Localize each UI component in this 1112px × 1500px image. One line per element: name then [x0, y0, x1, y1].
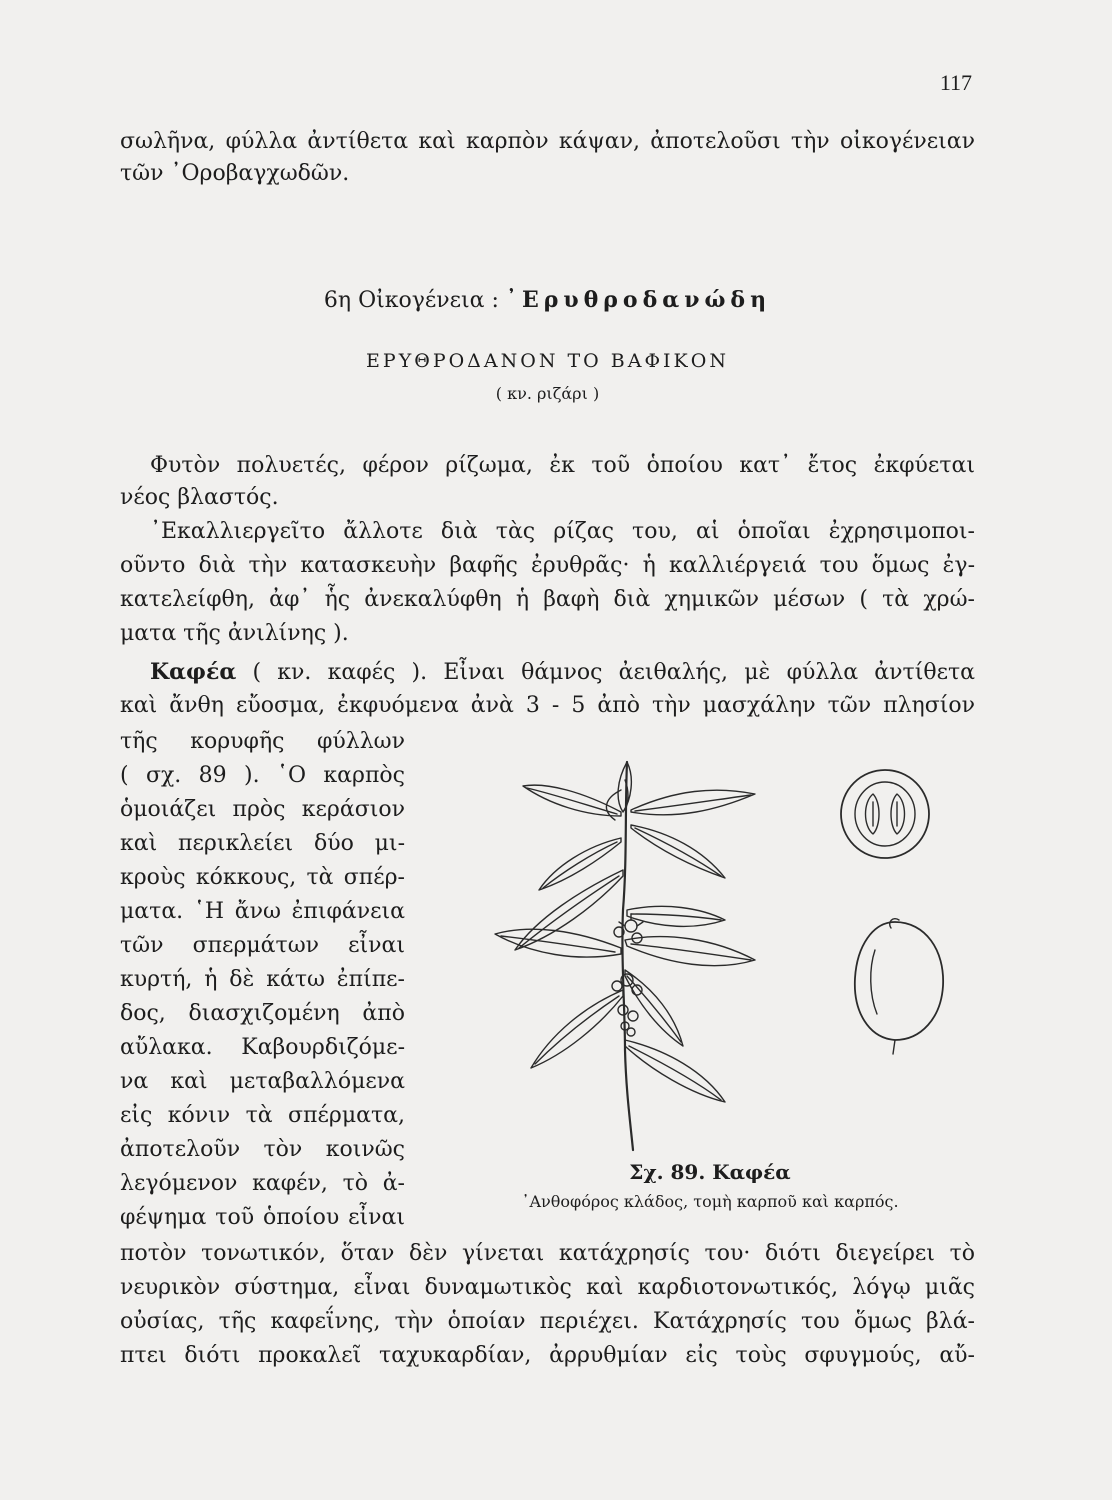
narrow-line-14: λεγόμενον καφέν, τὸ ἀ- [120, 1171, 405, 1196]
intro-line-2: τῶν ᾿Οροβαγχωδῶν. [120, 161, 350, 186]
narrow-line-6: ματα. ῾Η ἄνω ἐπιφάνεια [120, 899, 405, 924]
family-number: 6η Οἰκογένεια : [323, 288, 499, 313]
para2-line-3: κατελείφθη, ἀφ᾿ ἧς ἀνεκαλύφθη ἡ βαφὴ διὰ χημικῶν μέσων ( τὰ χρώ- [120, 587, 975, 612]
narrow-line-8: κυρτή, ἡ δὲ κάτω ἐπίπε- [120, 967, 405, 992]
narrow-line-15: φέψημα τοῦ ὁποίου εἶναι [120, 1205, 405, 1230]
narrow-line-5: κροὺς κόκκους, τὰ σπέρ- [120, 865, 405, 890]
family-name: ᾿Ερυθροδανώδη [505, 287, 772, 313]
coffee-plant-illustration [455, 750, 965, 1155]
narrow-line-13: ἀποτελοῦν τὸν κοινῶς [120, 1137, 405, 1162]
full-line-3: οὐσίας, τῆς καφεΐνης, τὴν ὁποίαν περιέχει. Κατάχρησίς του ὅμως βλά- [120, 1309, 975, 1334]
figure-subcaption: ᾿Ανθοφόρος κλάδος, τομὴ καρποῦ καὶ καρπός. [521, 1192, 899, 1211]
figure-caption: Σχ. 89. Καφέα [629, 1160, 791, 1184]
narrow-line-4: καὶ περικλείει δύο μι- [120, 831, 405, 856]
coffee-line-1-rest: ( κν. καφές ). Εἶναι θάμνος ἀειθαλής, μὲ φύλλα ἀντίθετα [236, 660, 975, 685]
para1-line-1: Φυτὸν πολυετές, φέρον ρίζωμα, ἐκ τοῦ ὁποίου κατ᾿ ἔτος ἐκφύεται [150, 453, 975, 478]
narrow-line-10: αὔλακα. Καβουρδιζόμε- [120, 1035, 405, 1060]
para2-line-1: ᾿Εκαλλιεργεῖτο ἄλλοτε διὰ τὰς ρίζας του, αἱ ὁποῖαι ἐχρησιμοποι- [150, 519, 975, 544]
coffee-term: Καφέα [150, 659, 237, 685]
family-heading [120, 285, 975, 316]
page-number: 117 [939, 70, 972, 95]
common-name: ( κν. ριζάρι ) [495, 384, 600, 403]
narrow-line-11: να καὶ μεταβαλλόμενα [120, 1069, 405, 1094]
narrow-line-12: εἰς κόνιν τὰ σπέρματα, [120, 1103, 405, 1128]
para1-line-2: νέος βλαστός. [120, 485, 279, 510]
species-heading: ΕΡΥΘΡΟΔΑΝΟΝ ΤΟ ΒΑΦΙΚΟΝ [366, 350, 729, 372]
full-line-2: νευρικὸν σύστημα, εἶναι δυναμωτικὸς καὶ καρδιοτονωτικός, λόγῳ μιᾶς [120, 1275, 975, 1300]
narrow-line-2: ( σχ. 89 ). ῾Ο καρπὸς [120, 763, 405, 788]
coffee-line-2: καὶ ἄνθη εὔοσμα, ἐκφυόμενα ἀνὰ 3 - 5 ἀπὸ τὴν μασχάλην τῶν πλησίον [120, 693, 975, 718]
narrow-line-7: τῶν σπερμάτων εἶναι [120, 933, 405, 958]
para2-line-2: οῦντο διὰ τὴν κατασκευὴν βαφῆς ἐρυθρᾶς· ἡ καλλιέργειά του ὅμως ἐγ- [120, 553, 975, 578]
full-line-4: πτει διότι προκαλεῖ ταχυκαρδίαν, ἀρρυθμίαν εἰς τοὺς σφυγμούς, αὔ- [120, 1343, 975, 1368]
coffee-line-1 [150, 658, 975, 687]
full-line-1: ποτὸν τονωτικόν, ὅταν δὲν γίνεται κατάχρησίς του· διότι διεγείρει τὸ [120, 1241, 975, 1266]
narrow-line-3: ὁμοιάζει πρὸς κεράσιον [120, 797, 405, 822]
para2-line-4: ματα τῆς ἀνιλίνης ). [120, 621, 349, 646]
narrow-line-9: δος, διασχιζομένη ἀπὸ [120, 1001, 405, 1026]
intro-line-1: σωλῆνα, φύλλα ἀντίθετα καὶ καρπὸν κάψαν, ἀποτελοῦσι τὴν οἰκογένειαν [120, 129, 975, 154]
narrow-line-1: τῆς κορυφῆς φύλλων [120, 729, 405, 754]
